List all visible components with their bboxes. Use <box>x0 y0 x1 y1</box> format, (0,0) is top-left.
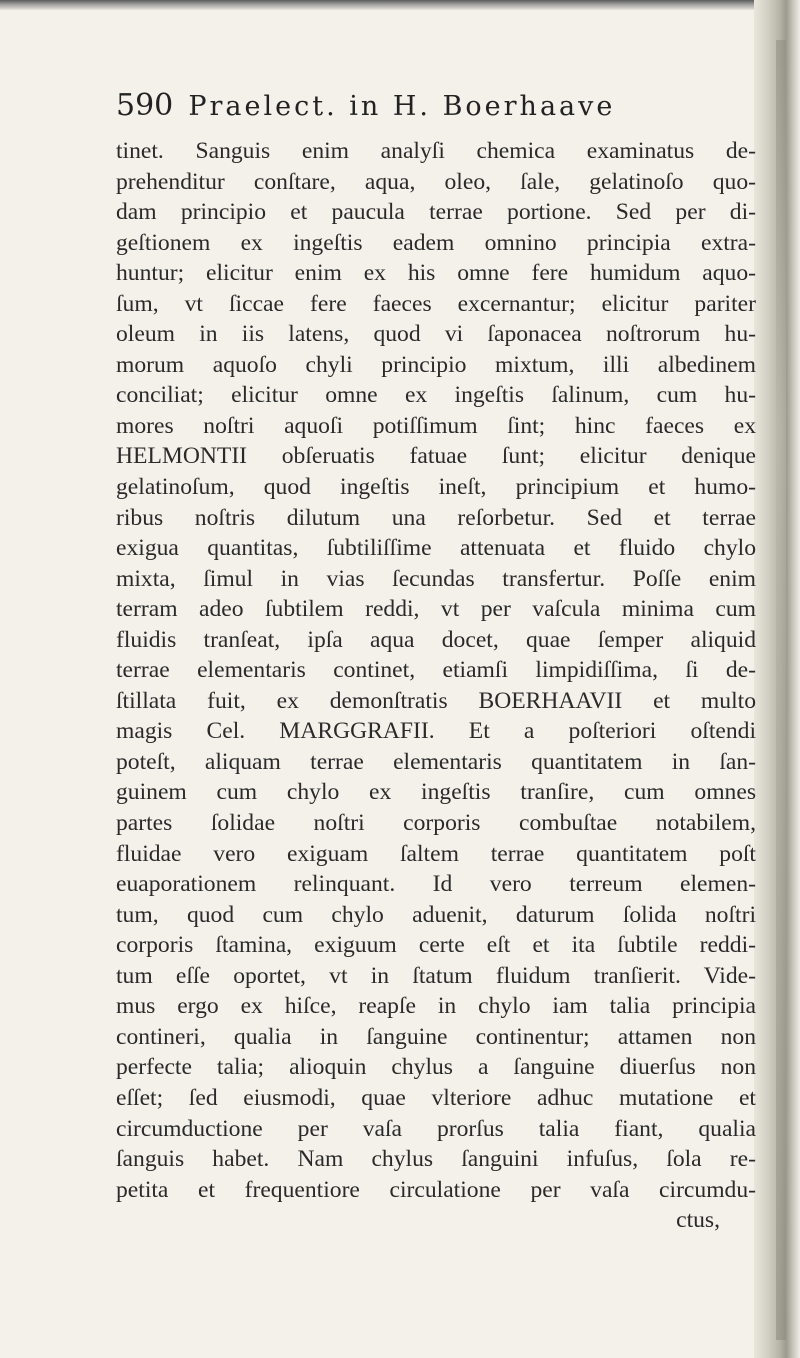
text-line: tum, quod cum chylo aduenit, daturum ſolida noſtri <box>116 901 756 928</box>
text-line: ctus, <box>676 1207 720 1234</box>
text-line: circumductione per vaſa prorſus talia fiant, qualia <box>116 1115 756 1142</box>
text-line: prehenditur conſtare, aqua, oleo, ſale, gelatinoſo quo- <box>116 168 756 195</box>
page-spine-edge <box>754 0 800 1358</box>
text-line: morum aquoſo chyli principio mixtum, illi albedinem <box>116 351 756 378</box>
text-line: ſanguis habet. Nam chylus ſanguini infuſus, ſola re- <box>116 1146 756 1173</box>
page-number: 590 <box>116 88 174 123</box>
text-line: fluidae vero exiguam ſaltem terrae quantitatem poſt <box>116 840 756 867</box>
text-line: perfecte talia; alioquin chylus a ſanguine diuerſus non <box>116 1054 756 1081</box>
text-line: HELMONTII obſeruatis fatuae ſunt; elicitur denique <box>116 443 756 470</box>
text-line: mixta, ſimul in vias ſecundas transfertur. Poſſe enim <box>116 565 756 592</box>
text-line: magis Cel. MARGGRAFII. Et a poſteriori oſtendi <box>116 718 756 745</box>
text-line: mores noſtri aquoſi potiſſimum ſint; hinc faeces ex <box>116 412 756 439</box>
page-top-shadow <box>0 0 800 10</box>
text-line: euaporationem relinquant. Id vero terreum elemen- <box>116 871 756 898</box>
text-line: ribus noſtris dilutum una reſorbetur. Sed et terrae <box>116 504 756 531</box>
text-line: exigua quantitas, ſubtiliſſime attenuata et fluido chylo <box>116 535 756 562</box>
text-line: partes ſolidae noſtri corporis combuſtae notabilem, <box>116 810 756 837</box>
text-line: oleum in iis latens, quod vi ſaponacea noſtrorum hu- <box>116 321 756 348</box>
page-header <box>116 88 615 123</box>
text-line: petita et frequentiore circulatione per vaſa circumdu- <box>116 1176 756 1203</box>
text-line: contineri, qualia in ſanguine continentur; attamen non <box>116 1023 756 1050</box>
text-line: dam principio et paucula terrae portione. Sed per di- <box>116 199 756 226</box>
text-line: guinem cum chylo ex ingeſtis tranſire, cum omnes <box>116 779 756 806</box>
text-line: mus ergo ex hiſce, reapſe in chylo iam talia principia <box>116 993 756 1020</box>
text-line: geſtionem ex ingeſtis eadem omnino principia extra- <box>116 229 756 256</box>
text-line: ſum, vt ſiccae fere faeces excernantur; elicitur pariter <box>116 290 756 317</box>
text-line: huntur; elicitur enim ex his omne fere humidum aquo- <box>116 260 756 287</box>
body-text <box>116 136 756 1236</box>
text-line: ſtillata fuit, ex demonſtratis BOERHAAVII et multo <box>116 687 756 714</box>
text-line: fluidis tranſeat, ipſa aqua docet, quae ſemper aliquid <box>116 626 756 653</box>
text-line: poteſt, aliquam terrae elementaris quantitatem in ſan- <box>116 748 756 775</box>
running-head: Praelect. in H. Boerhaave <box>188 91 616 122</box>
text-line: terram adeo ſubtilem reddi, vt per vaſcula minima cum <box>116 596 756 623</box>
text-line: gelatinoſum, quod ingeſtis ineſt, principium et humo- <box>116 474 756 501</box>
text-line: corporis ſtamina, exiguum certe eſt et ita ſubtile reddi- <box>116 932 756 959</box>
text-line: tinet. Sanguis enim analyſi chemica examinatus de- <box>116 138 756 164</box>
text-line: conciliat; elicitur omne ex ingeſtis ſalinum, cum hu- <box>116 382 756 409</box>
text-line: tum eſſe oportet, vt in ſtatum fluidum tranſierit. Vide- <box>116 962 756 989</box>
text-line: terrae elementaris continet, etiamſi limpidiſſima, ſi de- <box>116 657 756 684</box>
spine-shadow <box>776 40 786 1340</box>
text-line: eſſet; ſed eiusmodi, quae vlteriore adhuc mutatione et <box>116 1084 756 1111</box>
